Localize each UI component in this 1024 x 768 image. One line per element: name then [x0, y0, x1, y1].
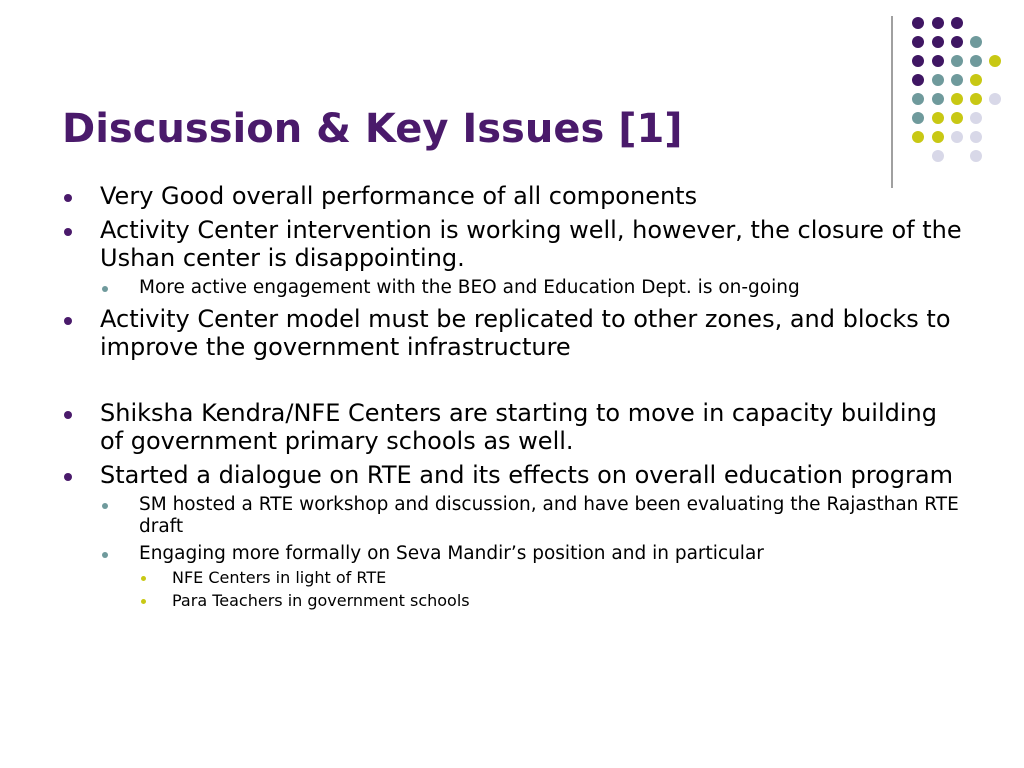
sub-bullet-list [100, 494, 962, 611]
sub-sub-bullet-item [139, 568, 962, 588]
sub-bullet-text: More active engagement with the BEO and Education Dept. is on-going [139, 277, 800, 298]
bullet-text: Activity Center model must be replicated to other zones, and blocks to improve the government infrastructure [100, 305, 951, 361]
bullet-dot [64, 228, 72, 236]
sub-bullet-dot [102, 503, 108, 509]
deco-dot [912, 131, 924, 143]
deco-dot [970, 131, 982, 143]
sub-bullet-item [100, 543, 962, 611]
bullet-item [62, 399, 962, 455]
bullet-dot [64, 473, 72, 481]
bullet-text: Started a dialogue on RTE and its effects on overall education program [100, 461, 953, 489]
decorative-dot-grid [0, 0, 1024, 200]
deco-dot [989, 55, 1001, 67]
slide-title: Discussion & Key Issues [1] [62, 106, 683, 152]
bullet-item [62, 461, 962, 611]
deco-dot [932, 112, 944, 124]
sub-bullet-text: SM hosted a RTE workshop and discussion, and have been evaluating the Rajasthan RTE draft [139, 494, 959, 537]
sub-sub-bullet-item [139, 591, 962, 611]
sub-sub-bullet-text: Para Teachers in government schools [172, 591, 470, 610]
deco-dot [970, 55, 982, 67]
deco-dot [951, 131, 963, 143]
bullet-item [62, 182, 962, 210]
deco-dot [970, 74, 982, 86]
deco-dot [970, 150, 982, 162]
deco-dot [912, 17, 924, 29]
sub-bullet-list [100, 277, 962, 299]
deco-dot [932, 55, 944, 67]
deco-dot [912, 112, 924, 124]
bullet-text: Very Good overall performance of all components [100, 182, 698, 210]
deco-dot [989, 93, 1001, 105]
deco-dot [932, 150, 944, 162]
bullet-dot [64, 411, 72, 419]
deco-dot [951, 112, 963, 124]
sub-sub-bullet-text: NFE Centers in light of RTE [172, 568, 387, 587]
sub-sub-bullet-dot [141, 576, 146, 581]
deco-dot [932, 131, 944, 143]
sub-bullet-item [100, 494, 962, 538]
bullet-item [62, 216, 962, 299]
sub-sub-bullet-dot [141, 599, 146, 604]
deco-dot [951, 55, 963, 67]
deco-dot [912, 55, 924, 67]
bullet-text: Shiksha Kendra/NFE Centers are starting to move in capacity building of government primary schools as well. [100, 399, 937, 455]
deco-dot [932, 17, 944, 29]
deco-dot [970, 36, 982, 48]
deco-dot [912, 74, 924, 86]
deco-dot [932, 74, 944, 86]
deco-dot [970, 112, 982, 124]
sub-bullet-dot [102, 552, 108, 558]
sub-bullet-text: Engaging more formally on Seva Mandir’s position and in particular [139, 543, 764, 564]
deco-dot [932, 93, 944, 105]
deco-dot [970, 93, 982, 105]
bullet-item [62, 305, 962, 361]
deco-dot [951, 17, 963, 29]
bullet-dot [64, 194, 72, 202]
deco-dot [912, 36, 924, 48]
sub-bullet-dot [102, 286, 108, 292]
deco-dot [912, 93, 924, 105]
sub-bullet-item [100, 277, 962, 299]
deco-dot [932, 36, 944, 48]
sub-sub-bullet-list [139, 568, 962, 611]
bullet-text: Activity Center intervention is working well, however, the closure of the Ushan center is disappointing. [100, 216, 962, 272]
bullet-list-container [62, 182, 962, 611]
deco-dot [951, 93, 963, 105]
deco-dot [951, 36, 963, 48]
bullet-dot [64, 317, 72, 325]
deco-dot [951, 74, 963, 86]
bullet-list [62, 182, 962, 611]
